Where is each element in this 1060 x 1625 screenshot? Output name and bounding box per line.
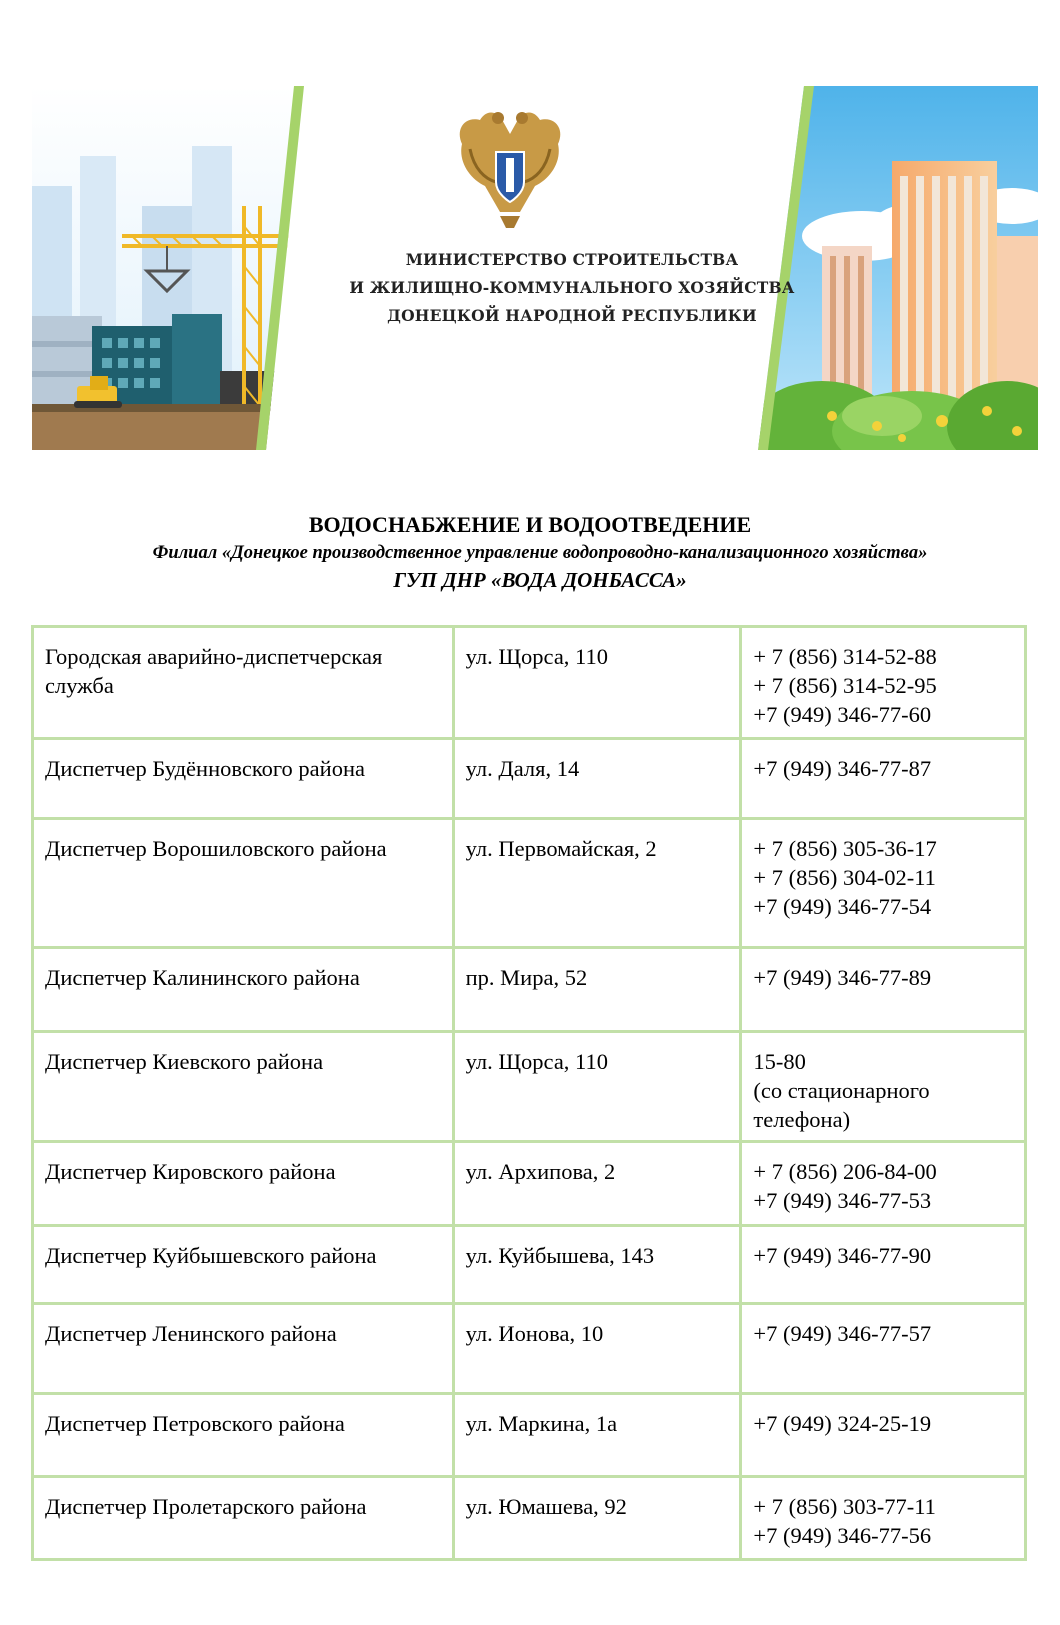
service-cell: [33, 819, 454, 948]
phone-number[interactable]: +7 (949) 346-77-89: [753, 965, 932, 990]
table-row: [33, 819, 1026, 948]
service-name: Диспетчер Киевского района: [45, 1049, 324, 1074]
service-name: Диспетчер Петровского района: [45, 1411, 345, 1436]
address-cell: [453, 819, 741, 948]
phone-number[interactable]: + 7 (856) 314-52-88: [753, 644, 937, 669]
table-row: [33, 1226, 1026, 1304]
service-cell: [33, 627, 454, 739]
phones-cell: [741, 1304, 1026, 1394]
service-name: Диспетчер Будённовского района: [45, 756, 365, 781]
phone-number[interactable]: +7 (949) 346-77-56: [753, 1523, 932, 1548]
phone-number[interactable]: +7 (949) 324-25-19: [753, 1411, 932, 1436]
address: ул. Даля, 14: [465, 756, 580, 781]
address: ул. Архипова, 2: [465, 1159, 616, 1184]
header-banner: [32, 86, 1038, 450]
table-row: [33, 739, 1026, 819]
dispatch-contacts-table: [31, 625, 1027, 1561]
address: ул. Ионова, 10: [465, 1321, 604, 1346]
table-row: [33, 627, 1026, 739]
table-row: [33, 948, 1026, 1032]
phone-number[interactable]: + 7 (856) 206-84-00: [753, 1159, 937, 1184]
table-row: [33, 1394, 1026, 1477]
phones-cell: [741, 819, 1026, 948]
service-name: Диспетчер Калининского района: [45, 965, 360, 990]
phone-number[interactable]: +7 (949) 346-77-87: [753, 756, 932, 781]
address-cell: [453, 1477, 741, 1560]
service-name: Диспетчер Пролетарского района: [45, 1494, 367, 1519]
service-name: Диспетчер Кировского района: [45, 1159, 336, 1184]
service-cell: [33, 1032, 454, 1142]
address: ул. Щорса, 110: [465, 644, 608, 669]
address: ул. Первомайская, 2: [465, 836, 657, 861]
phone-number[interactable]: + 7 (856) 305-36-17: [753, 836, 937, 861]
service-cell: [33, 1477, 454, 1560]
phones-cell: [741, 1226, 1026, 1304]
phone-number[interactable]: +7 (949) 346-77-90: [753, 1243, 932, 1268]
service-name: Городская аварийно-диспетчерская служба: [45, 644, 383, 698]
address: ул. Маркина, 1а: [465, 1411, 618, 1436]
address-cell: [453, 1142, 741, 1226]
service-cell: [33, 1304, 454, 1394]
table-row: [33, 1032, 1026, 1142]
phones-cell: [741, 739, 1026, 819]
organization-name: ГУП ДНР «ВОДА ДОНБАССА»: [393, 568, 687, 592]
phone-number[interactable]: +7 (949) 346-77-57: [753, 1321, 932, 1346]
service-name: Диспетчер Ворошиловского района: [45, 836, 387, 861]
phone-number[interactable]: + 7 (856) 314-52-95: [753, 673, 937, 698]
address: ул. Куйбышева, 143: [465, 1243, 655, 1268]
phones-cell: [741, 1394, 1026, 1477]
table-row: [33, 1304, 1026, 1394]
phones-cell: [741, 948, 1026, 1032]
table-row: [33, 1142, 1026, 1226]
service-cell: [33, 1394, 454, 1477]
service-cell: [33, 739, 454, 819]
phones-cell: [741, 1032, 1026, 1142]
phone-number[interactable]: +7 (949) 346-77-60: [753, 702, 932, 727]
address-cell: [453, 948, 741, 1032]
address-cell: [453, 1394, 741, 1477]
phone-number[interactable]: +7 (949) 346-77-54: [753, 894, 932, 919]
phone-number[interactable]: + 7 (856) 303-77-11: [753, 1494, 936, 1519]
ministry-name-line: МИНИСТЕРСТВО СТРОИТЕЛЬСТВА: [405, 250, 739, 269]
phone-number[interactable]: 15-80: [753, 1049, 806, 1074]
phones-cell: [741, 627, 1026, 739]
ministry-name: [332, 246, 812, 330]
address-cell: [453, 739, 741, 819]
phone-number[interactable]: +7 (949) 346-77-53: [753, 1188, 932, 1213]
phone-number[interactable]: + 7 (856) 304-02-11: [753, 865, 936, 890]
address-cell: [453, 1304, 741, 1394]
address: ул. Юмашева, 92: [465, 1494, 627, 1519]
service-cell: [33, 948, 454, 1032]
address-cell: [453, 1032, 741, 1142]
service-cell: [33, 1142, 454, 1226]
phones-cell: [741, 1142, 1026, 1226]
address: пр. Мира, 52: [465, 965, 588, 990]
table-row: [33, 1477, 1026, 1560]
page-title: ВОДОСНАБЖЕНИЕ И ВОДООТВЕДЕНИЕ: [308, 512, 752, 537]
service-name: Диспетчер Куйбышевского района: [45, 1243, 377, 1268]
double-headed-eagle-emblem-icon: [460, 112, 561, 228]
phones-cell: [741, 1477, 1026, 1560]
address-cell: [453, 1226, 741, 1304]
address: ул. Щорса, 110: [465, 1049, 608, 1074]
address-cell: [453, 627, 741, 739]
page-subtitle: Филиал «Донецкое производственное управление водопроводно-канализационного хозяйства»: [152, 543, 928, 563]
ministry-name-line: ДОНЕЦКОЙ НАРОДНОЙ РЕСПУБЛИКИ: [387, 306, 757, 325]
phone-note: (со стационарного телефона): [753, 1078, 930, 1132]
service-name: Диспетчер Ленинского района: [45, 1321, 337, 1346]
ministry-name-line: И ЖИЛИЩНО-КОММУНАЛЬНОГО ХОЗЯЙСТВА: [349, 278, 795, 297]
service-cell: [33, 1226, 454, 1304]
